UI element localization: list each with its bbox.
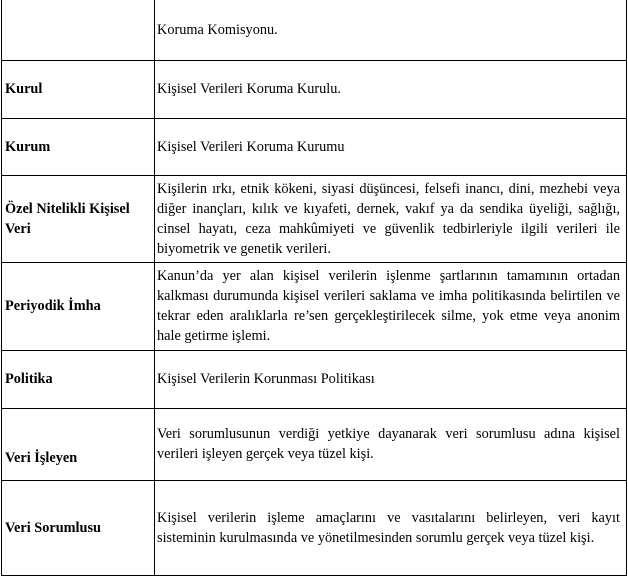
term-cell: Veri İşleyen [2,408,155,480]
definition-cell: Veri sorumlusunun verdiği yetkiye dayanarak veri sorumlusu adına kişisel verileri işleyen gerçek veya tüzel kişi. [155,408,627,480]
table-row [2,175,627,262]
term-cell: Politika [2,350,155,408]
definition-cell: Kişisel verilerin işleme amaçlarını ve vasıtalarını belirleyen, veri kayıt sisteminin kurulmasında ve yönetilmesinden sorumlu gerçek veya tüzel kişi. [155,480,627,575]
definition-cell: Kişisel Verilerin Korunması Politikası [155,350,627,408]
table-row [2,60,627,118]
definition-cell: Kişisel Verileri Koruma Kurulu. [155,60,627,118]
table-row [2,0,627,60]
table-row [2,118,627,175]
definition-cell: Kişilerin ırkı, etnik kökeni, siyasi düşüncesi, felsefi inancı, dini, mezhebi veya diğer inançları, kılık ve kıyafeti, dernek, vakıf ya da sendika üyeliği, sağlığı, cinsel hayatı, ceza mahkûmiyeti ve güvenlik tedbirleriyle ilgili verileri ile biyometrik ve genetik verileri. [155,175,627,262]
definition-cell: Koruma Komisyonu. [155,0,627,60]
term-cell: Kurum [2,118,155,175]
definition-cell: Kişisel Verileri Koruma Kurumu [155,118,627,175]
term-cell: Periyodik İmha [2,262,155,350]
term-cell: Veri Sorumlusu [2,480,155,575]
term-cell: Kurul [2,60,155,118]
term-cell: Özel Nitelikli Kişisel Veri [2,175,155,262]
definitions-table [1,0,627,576]
table-row [2,350,627,408]
table-row [2,480,627,575]
table-row [2,262,627,350]
term-cell [2,0,155,60]
table-row [2,408,627,480]
definition-cell: Kanun’da yer alan kişisel verilerin işlenme şartlarının tamamının ortadan kalkması durumunda kişisel verileri saklama ve imha politikasında belirtilen ve tekrar eden aralıklarla re’sen gerçekleştirilecek silme, yok etme veya anonim hale getirme işlemi. [155,262,627,350]
